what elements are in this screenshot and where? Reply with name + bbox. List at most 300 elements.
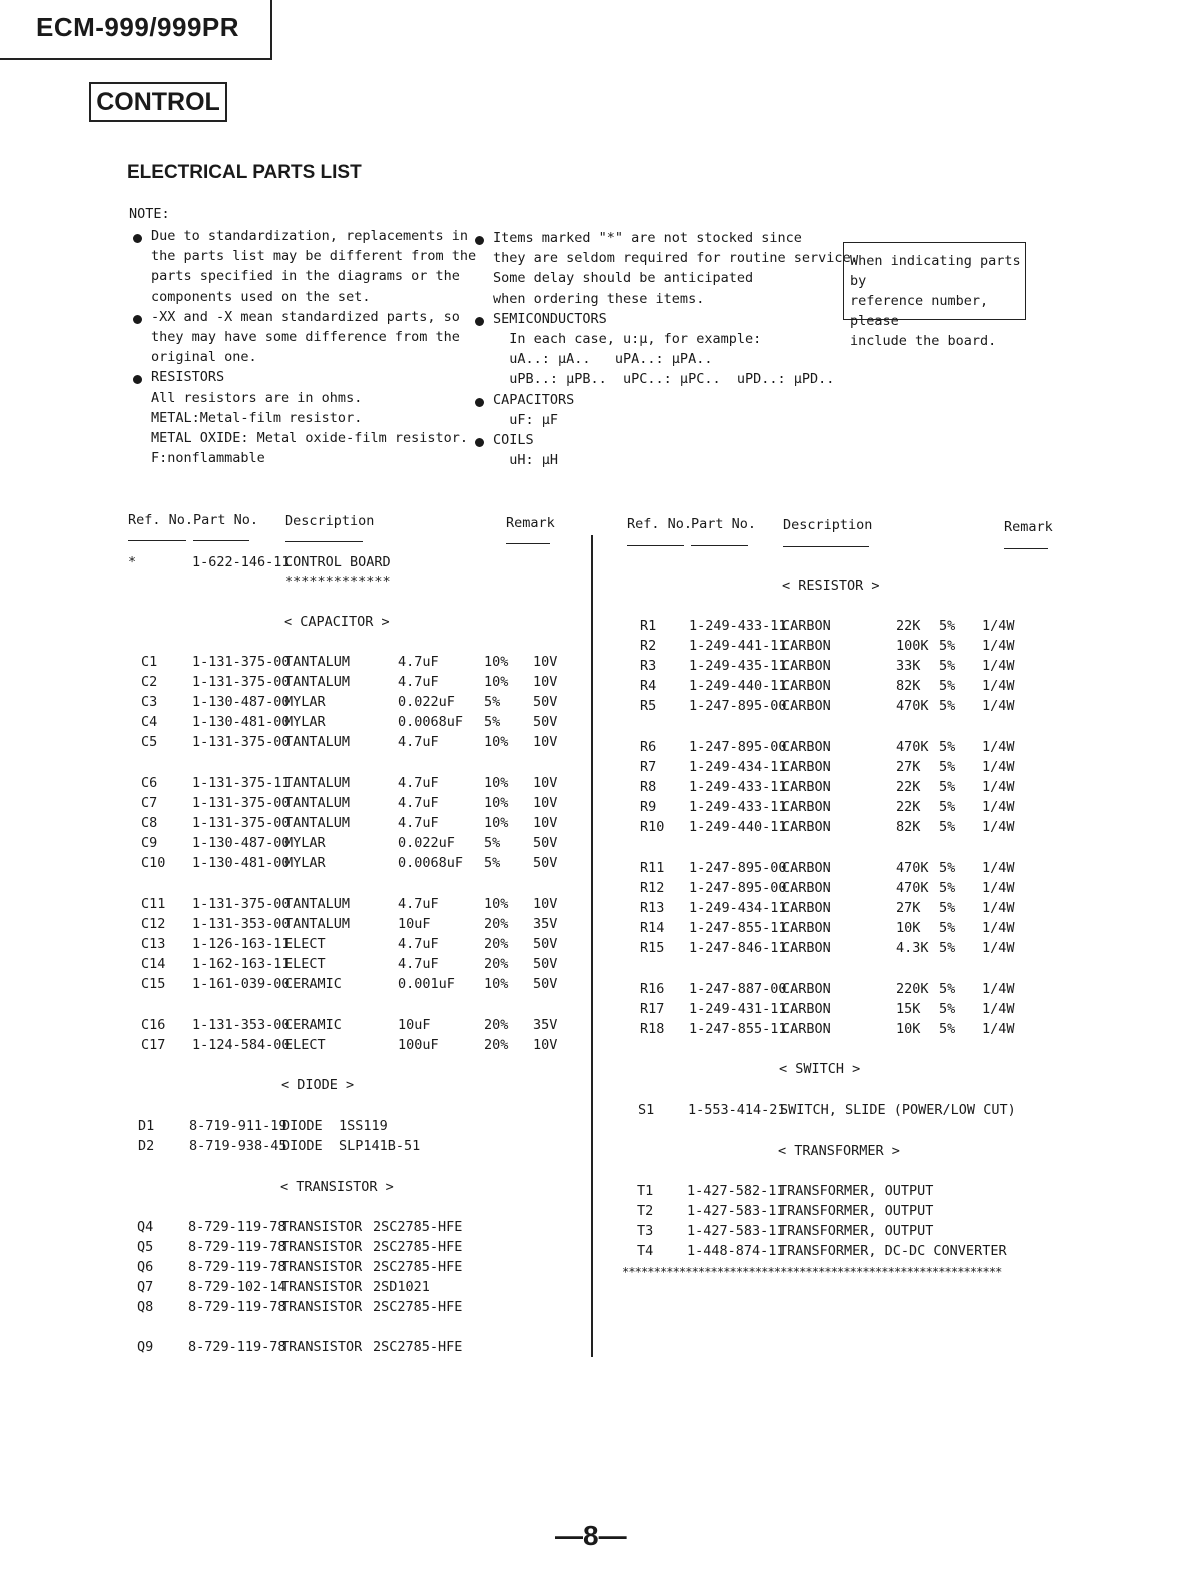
resistor-tolerance: 5% xyxy=(939,739,956,755)
resistor-part-no: 1-247-895-00 xyxy=(689,739,787,755)
note-line: uH: μH xyxy=(493,452,559,469)
resistor-part-no: 1-249-434-11 xyxy=(689,900,787,916)
resistor-description: CARBON xyxy=(782,618,831,634)
transistor-description: TRANSISTOR xyxy=(281,1259,363,1275)
resistor-part-no: 1-247-895-00 xyxy=(689,860,787,876)
resistor-part-no: 1-247-846-11 xyxy=(689,940,787,956)
resistor-value: 470K xyxy=(896,880,929,896)
resistor-ref: R15 xyxy=(640,940,665,956)
diode-ref: D2 xyxy=(138,1138,155,1154)
note-line: components used on the set. xyxy=(151,288,371,305)
resistor-ref: R9 xyxy=(640,799,657,815)
resistor-wattage: 1/4W xyxy=(982,759,1015,775)
capacitor-value: 4.7uF xyxy=(398,734,439,750)
resistor-description: CARBON xyxy=(782,759,831,775)
resistor-description: CARBON xyxy=(782,1021,831,1037)
board-description: CONTROL BOARD xyxy=(285,554,391,570)
capacitor-part-no: 1-131-353-00 xyxy=(192,1017,290,1033)
capacitor-ref: C7 xyxy=(141,795,158,811)
resistor-value: 220K xyxy=(896,981,929,997)
capacitor-ref: C4 xyxy=(141,714,158,730)
resistor-value: 22K xyxy=(896,618,921,634)
resistor-tolerance: 5% xyxy=(939,880,956,896)
capacitor-value: 10uF xyxy=(398,916,431,932)
resistor-part-no: 1-249-440-11 xyxy=(689,819,787,835)
bullet-icon xyxy=(475,438,484,447)
capacitor-tolerance: 20% xyxy=(484,956,509,972)
right-col-remark-header: Remark xyxy=(1004,519,1053,535)
capacitor-voltage: 35V xyxy=(533,916,558,932)
capacitor-part-no: 1-130-481-00 xyxy=(192,855,290,871)
resistor-value: 82K xyxy=(896,819,921,835)
capacitor-ref: C3 xyxy=(141,694,158,710)
capacitor-voltage: 10V xyxy=(533,654,558,670)
capacitor-part-no: 1-131-375-00 xyxy=(192,815,290,831)
resistor-tolerance: 5% xyxy=(939,1001,956,1017)
resistor-ref: R11 xyxy=(640,860,665,876)
page-number: —8— xyxy=(555,1520,627,1551)
model-box xyxy=(0,0,272,60)
resistor-tolerance: 5% xyxy=(939,981,956,997)
note-line: Some delay should be anticipated xyxy=(493,270,754,287)
capacitor-description: TANTALUM xyxy=(285,896,351,912)
capacitor-part-no: 1-130-487-00 xyxy=(192,835,290,851)
capacitor-ref: C14 xyxy=(141,956,166,972)
capacitor-voltage: 50V xyxy=(533,936,558,952)
resistor-wattage: 1/4W xyxy=(982,880,1015,896)
header-underline xyxy=(285,541,363,542)
resistor-part-no: 1-249-441-11 xyxy=(689,638,787,654)
capacitor-voltage: 10V xyxy=(533,734,558,750)
note-line: -XX and -X mean standardized parts, so xyxy=(151,308,460,325)
capacitor-ref: C15 xyxy=(141,976,166,992)
left-col-ref-header: Ref. No. xyxy=(128,512,194,528)
note-line: RESISTORS xyxy=(151,369,225,386)
header-underline xyxy=(1004,548,1048,549)
left-col-desc-header: Description xyxy=(285,513,375,529)
transformer-description: TRANSFORMER, OUTPUT xyxy=(779,1183,934,1199)
resistor-part-no: 1-249-434-11 xyxy=(689,759,787,775)
resistor-ref: R3 xyxy=(640,658,657,674)
resistor-tolerance: 5% xyxy=(939,759,956,775)
bullet-icon xyxy=(133,375,142,384)
resistor-value: 22K xyxy=(896,779,921,795)
capacitor-ref: C17 xyxy=(141,1037,166,1053)
capacitor-description: TANTALUM xyxy=(285,674,351,690)
capacitor-voltage: 10V xyxy=(533,896,558,912)
note-line: METAL OXIDE: Metal oxide-film resistor. xyxy=(151,430,468,446)
resistor-part-no: 1-249-433-11 xyxy=(689,799,787,815)
resistor-value: 470K xyxy=(896,739,929,755)
capacitor-voltage: 50V xyxy=(533,714,558,730)
resistor-ref: R10 xyxy=(640,819,665,835)
transistor-ref: Q7 xyxy=(137,1279,154,1295)
board-note-line: When indicating parts by xyxy=(850,253,1021,289)
resistor-value: 22K xyxy=(896,799,921,815)
resistor-value: 470K xyxy=(896,698,929,714)
diode-part-no: 8-719-938-45 xyxy=(189,1138,287,1154)
capacitor-description: TANTALUM xyxy=(285,815,351,831)
resistor-part-no: 1-249-431-11 xyxy=(689,1001,787,1017)
resistor-section-title: < RESISTOR > xyxy=(782,578,880,594)
resistor-value: 4.3K xyxy=(896,940,929,956)
capacitor-part-no: 1-130-481-00 xyxy=(192,714,290,730)
transistor-ref: Q4 xyxy=(137,1219,154,1235)
capacitor-value: 0.0068uF xyxy=(398,714,464,730)
resistor-description: CARBON xyxy=(782,900,831,916)
resistor-ref: R17 xyxy=(640,1001,665,1017)
resistor-wattage: 1/4W xyxy=(982,779,1015,795)
transformer-description: TRANSFORMER, OUTPUT xyxy=(779,1223,934,1239)
capacitor-value: 100uF xyxy=(398,1037,439,1053)
resistor-value: 82K xyxy=(896,678,921,694)
transistor-type: 2SC2785-HFE xyxy=(373,1339,463,1355)
resistor-tolerance: 5% xyxy=(939,618,956,634)
transistor-part-no: 8-729-119-78 xyxy=(188,1299,286,1315)
header-underline xyxy=(506,543,550,544)
resistor-description: CARBON xyxy=(782,940,831,956)
resistor-tolerance: 5% xyxy=(939,860,956,876)
transformer-part-no: 1-427-583-11 xyxy=(687,1223,785,1239)
bullet-icon xyxy=(475,398,484,407)
transformer-section-title: < TRANSFORMER > xyxy=(778,1143,900,1159)
capacitor-voltage: 10V xyxy=(533,674,558,690)
note-line: the parts list may be different from the xyxy=(151,248,477,265)
bullet-icon xyxy=(133,234,142,243)
resistor-ref: R7 xyxy=(640,759,657,775)
resistor-part-no: 1-247-855-11 xyxy=(689,1021,787,1037)
note-line: uPB..: μPB.. uPC..: μPC.. uPD..: μPD.. xyxy=(493,371,835,388)
model-name: ECM-999/999PR xyxy=(36,12,240,42)
resistor-ref: R14 xyxy=(640,920,665,936)
capacitor-ref: C10 xyxy=(141,855,166,871)
resistor-tolerance: 5% xyxy=(939,819,956,835)
transistor-section-title: < TRANSISTOR > xyxy=(280,1179,394,1195)
resistor-wattage: 1/4W xyxy=(982,1021,1015,1037)
note-line: original one. xyxy=(151,349,257,366)
transformer-ref: T1 xyxy=(637,1183,654,1199)
resistor-part-no: 1-249-440-11 xyxy=(689,678,787,694)
resistor-wattage: 1/4W xyxy=(982,940,1015,956)
resistor-ref: R8 xyxy=(640,779,657,795)
bullet-icon xyxy=(475,317,484,326)
resistor-part-no: 1-249-433-11 xyxy=(689,779,787,795)
capacitor-tolerance: 20% xyxy=(484,1037,509,1053)
capacitor-description: MYLAR xyxy=(285,694,326,710)
resistor-wattage: 1/4W xyxy=(982,860,1015,876)
capacitor-tolerance: 10% xyxy=(484,976,509,992)
diode-type: 1SS119 xyxy=(339,1118,388,1134)
transformer-ref: T2 xyxy=(637,1203,654,1219)
capacitor-part-no: 1-161-039-00 xyxy=(192,976,290,992)
transistor-ref: Q5 xyxy=(137,1239,154,1255)
resistor-wattage: 1/4W xyxy=(982,739,1015,755)
note-line: CAPACITORS xyxy=(493,391,575,408)
capacitor-description: TANTALUM xyxy=(285,916,351,932)
transistor-ref: Q6 xyxy=(137,1259,154,1275)
diode-type: SLP141B-51 xyxy=(339,1138,421,1154)
capacitor-part-no: 1-131-375-00 xyxy=(192,654,290,670)
capacitor-ref: C16 xyxy=(141,1017,166,1033)
header-underline xyxy=(193,540,249,541)
capacitor-value: 4.7uF xyxy=(398,936,439,952)
switch-part-no: 1-553-414-21 xyxy=(688,1102,786,1118)
resistor-tolerance: 5% xyxy=(939,799,956,815)
resistor-wattage: 1/4W xyxy=(982,819,1015,835)
capacitor-voltage: 10V xyxy=(533,815,558,831)
resistor-tolerance: 5% xyxy=(939,658,956,674)
resistor-tolerance: 5% xyxy=(939,678,956,694)
capacitor-part-no: 1-126-163-11 xyxy=(192,936,290,952)
capacitor-value: 4.7uF xyxy=(398,795,439,811)
capacitor-value: 10uF xyxy=(398,1017,431,1033)
note-line: they may have some difference from the xyxy=(151,329,460,345)
note-line: All resistors are in ohms. xyxy=(151,389,363,406)
resistor-part-no: 1-247-895-00 xyxy=(689,698,787,714)
capacitor-value: 4.7uF xyxy=(398,896,439,912)
right-col-part-header: Part No. xyxy=(691,516,757,532)
switch-ref: S1 xyxy=(638,1102,655,1118)
column-divider xyxy=(591,535,593,1357)
note-line: uF: μF xyxy=(493,411,559,428)
capacitor-voltage: 10V xyxy=(533,795,558,811)
resistor-wattage: 1/4W xyxy=(982,678,1015,694)
left-col-remark-header: Remark xyxy=(506,515,555,531)
capacitor-description: TANTALUM xyxy=(285,734,351,750)
capacitor-tolerance: 5% xyxy=(484,835,501,851)
switch-section-title: < SWITCH > xyxy=(779,1061,861,1077)
note-line: SEMICONDUCTORS xyxy=(493,310,607,327)
capacitor-voltage: 50V xyxy=(533,835,558,851)
note-line: F:nonflammable xyxy=(151,450,265,467)
resistor-tolerance: 5% xyxy=(939,1021,956,1037)
note-line: Due to standardization, replacements in xyxy=(151,228,468,244)
transistor-description: TRANSISTOR xyxy=(281,1339,363,1355)
resistor-description: CARBON xyxy=(782,658,831,674)
transistor-description: TRANSISTOR xyxy=(281,1219,363,1235)
capacitor-value: 4.7uF xyxy=(398,815,439,831)
resistor-tolerance: 5% xyxy=(939,638,956,654)
note-line: parts specified in the diagrams or the xyxy=(151,268,460,285)
resistor-description: CARBON xyxy=(782,880,831,896)
capacitor-tolerance: 10% xyxy=(484,734,509,750)
resistor-part-no: 1-249-433-11 xyxy=(689,618,787,634)
resistor-ref: R4 xyxy=(640,678,657,694)
capacitor-description: ELECT xyxy=(285,1037,326,1053)
note-label: NOTE: xyxy=(129,206,170,222)
transistor-part-no: 8-729-102-14 xyxy=(188,1279,286,1295)
right-col-desc-header: Description xyxy=(783,517,873,533)
resistor-part-no: 1-247-895-00 xyxy=(689,880,787,896)
resistor-description: CARBON xyxy=(782,779,831,795)
resistor-value: 27K xyxy=(896,759,921,775)
resistor-part-no: 1-249-435-11 xyxy=(689,658,787,674)
capacitor-part-no: 1-131-375-00 xyxy=(192,734,290,750)
resistor-wattage: 1/4W xyxy=(982,900,1015,916)
capacitor-description: ELECT xyxy=(285,956,326,972)
resistor-wattage: 1/4W xyxy=(982,981,1015,997)
capacitor-part-no: 1-130-487-00 xyxy=(192,694,290,710)
capacitor-tolerance: 10% xyxy=(484,795,509,811)
resistor-description: CARBON xyxy=(782,678,831,694)
end-stars: ************************************************************ xyxy=(622,1265,1002,1279)
transistor-part-no: 8-729-119-78 xyxy=(188,1339,286,1355)
diode-description: DIODE xyxy=(282,1138,323,1154)
capacitor-ref: C11 xyxy=(141,896,166,912)
capacitor-ref: C9 xyxy=(141,835,158,851)
resistor-description: CARBON xyxy=(782,799,831,815)
transistor-type: 2SC2785-HFE xyxy=(373,1219,463,1235)
transformer-part-no: 1-427-582-11 xyxy=(687,1183,785,1199)
capacitor-voltage: 10V xyxy=(533,775,558,791)
capacitor-voltage: 50V xyxy=(533,956,558,972)
diode-part-no: 8-719-911-19 xyxy=(189,1118,287,1134)
transistor-description: TRANSISTOR xyxy=(281,1239,363,1255)
capacitor-tolerance: 5% xyxy=(484,855,501,871)
capacitor-part-no: 1-131-375-00 xyxy=(192,795,290,811)
capacitor-part-no: 1-131-375-00 xyxy=(192,674,290,690)
resistor-tolerance: 5% xyxy=(939,779,956,795)
board-stars: ************* xyxy=(285,574,391,590)
resistor-part-no: 1-247-887-00 xyxy=(689,981,787,997)
note-line: uA..: μA.. uPA..: μPA.. xyxy=(493,351,713,368)
resistor-wattage: 1/4W xyxy=(982,658,1015,674)
transistor-ref: Q8 xyxy=(137,1299,154,1315)
board-part-no: 1-622-146-11 xyxy=(192,554,290,570)
capacitor-tolerance: 20% xyxy=(484,936,509,952)
capacitor-tolerance: 10% xyxy=(484,815,509,831)
transistor-description: TRANSISTOR xyxy=(281,1299,363,1315)
resistor-description: CARBON xyxy=(782,1001,831,1017)
section-label: CONTROL xyxy=(89,82,227,122)
capacitor-value: 4.7uF xyxy=(398,956,439,972)
resistor-tolerance: 5% xyxy=(939,920,956,936)
transformer-part-no: 1-448-874-11 xyxy=(687,1243,785,1259)
capacitor-part-no: 1-131-375-00 xyxy=(192,896,290,912)
resistor-wattage: 1/4W xyxy=(982,920,1015,936)
resistor-ref: R1 xyxy=(640,618,657,634)
resistor-value: 33K xyxy=(896,658,921,674)
capacitor-voltage: 50V xyxy=(533,855,558,871)
resistor-ref: R5 xyxy=(640,698,657,714)
capacitor-ref: C12 xyxy=(141,916,166,932)
note-line: METAL:Metal-film resistor. xyxy=(151,409,363,426)
resistor-value: 27K xyxy=(896,900,921,916)
resistor-value: 10K xyxy=(896,920,921,936)
capacitor-voltage: 10V xyxy=(533,1037,558,1053)
bullet-icon xyxy=(475,236,484,245)
capacitor-ref: C6 xyxy=(141,775,158,791)
header-underline xyxy=(128,540,186,541)
resistor-value: 10K xyxy=(896,1021,921,1037)
capacitor-section-title: < CAPACITOR > xyxy=(284,614,390,630)
resistor-description: CARBON xyxy=(782,739,831,755)
capacitor-ref: C13 xyxy=(141,936,166,952)
capacitor-value: 4.7uF xyxy=(398,654,439,670)
capacitor-description: TANTALUM xyxy=(285,654,351,670)
capacitor-value: 4.7uF xyxy=(398,775,439,791)
resistor-value: 470K xyxy=(896,860,929,876)
capacitor-value: 4.7uF xyxy=(398,674,439,690)
capacitor-description: MYLAR xyxy=(285,835,326,851)
board-note-line: reference number, please xyxy=(850,293,989,329)
capacitor-part-no: 1-131-353-00 xyxy=(192,916,290,932)
switch-description: SWITCH, SLIDE (POWER/LOW CUT) xyxy=(780,1102,1016,1118)
resistor-description: CARBON xyxy=(782,920,831,936)
diode-description: DIODE xyxy=(282,1118,323,1134)
board-note-line: include the board. xyxy=(850,333,997,349)
bullet-icon xyxy=(133,315,142,324)
capacitor-part-no: 1-131-375-11 xyxy=(192,775,290,791)
resistor-description: CARBON xyxy=(782,638,831,654)
note-line: COILS xyxy=(493,432,534,448)
resistor-value: 15K xyxy=(896,1001,921,1017)
capacitor-description: MYLAR xyxy=(285,855,326,871)
board-note-box xyxy=(843,242,1026,349)
resistor-tolerance: 5% xyxy=(939,940,956,956)
transistor-type: 2SD1021 xyxy=(373,1279,430,1295)
capacitor-tolerance: 10% xyxy=(484,775,509,791)
capacitor-description: CERAMIC xyxy=(285,976,342,992)
capacitor-description: MYLAR xyxy=(285,714,326,730)
capacitor-description: CERAMIC xyxy=(285,1017,342,1033)
transistor-part-no: 8-729-119-78 xyxy=(188,1239,286,1255)
resistor-ref: R2 xyxy=(640,638,657,654)
note-line: they are seldom required for routine service. xyxy=(493,250,859,267)
transistor-type: 2SC2785-HFE xyxy=(373,1259,463,1275)
capacitor-tolerance: 20% xyxy=(484,1017,509,1033)
transformer-description: TRANSFORMER, DC-DC CONVERTER xyxy=(779,1243,1007,1259)
resistor-wattage: 1/4W xyxy=(982,618,1015,634)
capacitor-tolerance: 5% xyxy=(484,694,501,710)
page-title: ELECTRICAL PARTS LIST xyxy=(127,162,362,183)
transistor-part-no: 8-729-119-78 xyxy=(188,1259,286,1275)
capacitor-part-no: 1-162-163-11 xyxy=(192,956,290,972)
capacitor-tolerance: 10% xyxy=(484,674,509,690)
transformer-ref: T3 xyxy=(637,1223,654,1239)
transistor-type: 2SC2785-HFE xyxy=(373,1239,463,1255)
capacitor-value: 0.022uF xyxy=(398,835,455,851)
resistor-description: CARBON xyxy=(782,819,831,835)
note-line: In each case, u:μ, for example: xyxy=(493,331,762,347)
capacitor-ref: C1 xyxy=(141,654,158,670)
transformer-description: TRANSFORMER, OUTPUT xyxy=(779,1203,934,1219)
right-col-ref-header: Ref. No. xyxy=(627,516,693,532)
note-line: Items marked "*" are not stocked since xyxy=(493,230,802,246)
capacitor-ref: C5 xyxy=(141,734,158,750)
resistor-tolerance: 5% xyxy=(939,698,956,714)
diode-section-title: < DIODE > xyxy=(281,1077,355,1093)
capacitor-value: 0.001uF xyxy=(398,976,455,992)
left-col-part-header: Part No. xyxy=(193,512,259,528)
resistor-description: CARBON xyxy=(782,860,831,876)
capacitor-ref: C2 xyxy=(141,674,158,690)
resistor-description: CARBON xyxy=(782,981,831,997)
capacitor-description: TANTALUM xyxy=(285,795,351,811)
board-ref: * xyxy=(128,554,137,570)
diode-ref: D1 xyxy=(138,1118,155,1134)
capacitor-ref: C8 xyxy=(141,815,158,831)
resistor-ref: R16 xyxy=(640,981,665,997)
resistor-wattage: 1/4W xyxy=(982,799,1015,815)
header-underline xyxy=(783,546,869,547)
resistor-wattage: 1/4W xyxy=(982,1001,1015,1017)
resistor-ref: R6 xyxy=(640,739,657,755)
capacitor-value: 0.0068uF xyxy=(398,855,464,871)
resistor-ref: R18 xyxy=(640,1021,665,1037)
note-line: when ordering these items. xyxy=(493,290,705,307)
capacitor-tolerance: 20% xyxy=(484,916,509,932)
